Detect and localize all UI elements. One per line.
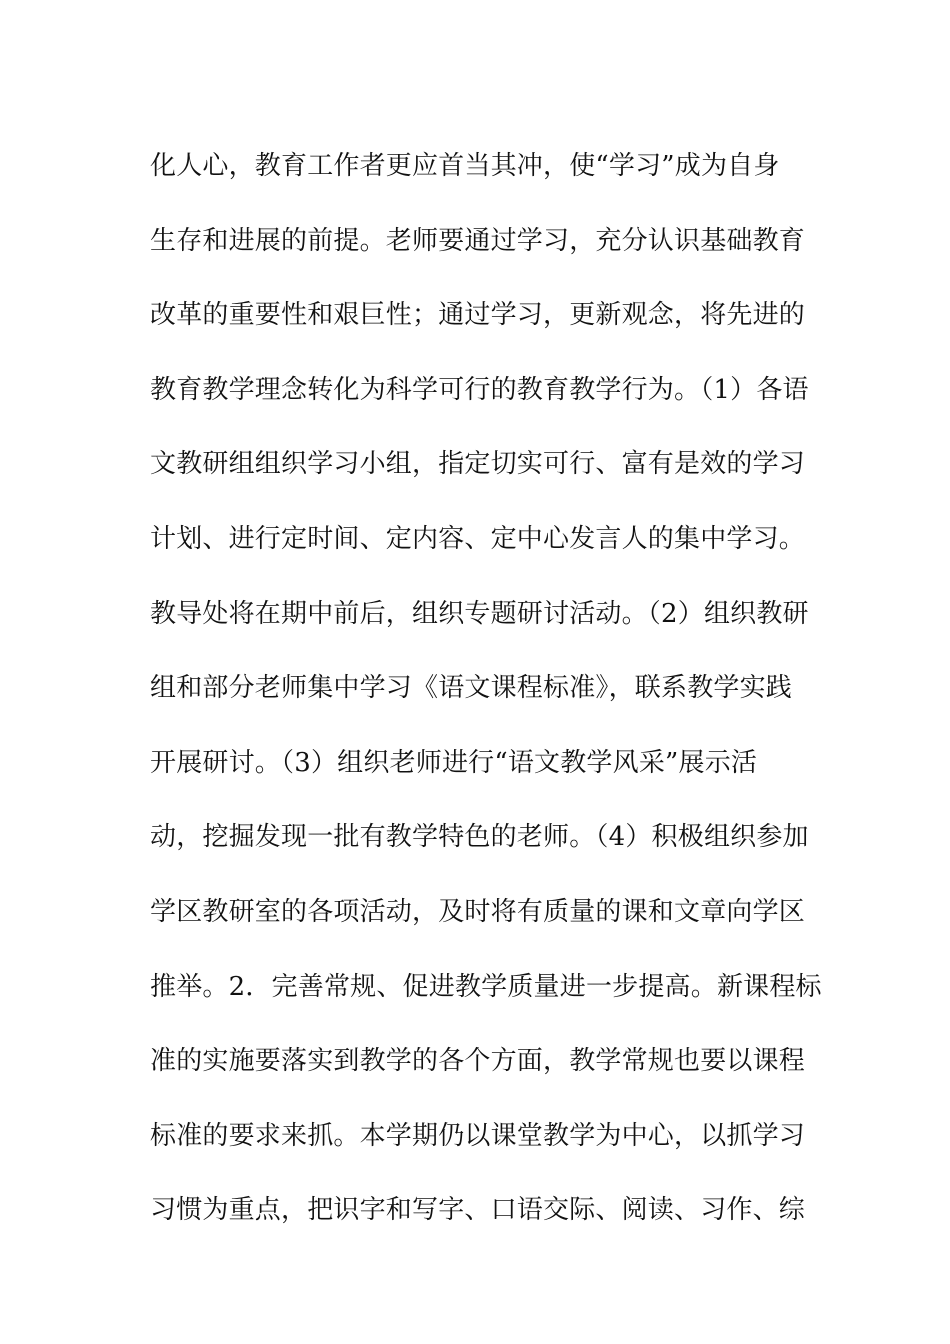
text-line: 动，挖掘发现一批有教学特色的老师。（4）积极组织参加 (150, 822, 809, 853)
text-line: 文教研组组织学习小组，指定切实可行、富有是效的学习 (150, 449, 806, 480)
text-line: 习惯为重点，把识字和写字、口语交际、阅读、习作、综 (150, 1195, 806, 1226)
text-line: 准的实施要落实到教学的各个方面，教学常规也要以课程 (150, 1046, 806, 1077)
text-line: 教育教学理念转化为科学可行的教育教学行为。（1）各语 (150, 374, 809, 405)
text-line: 生存和进展的前提。老师要通过学习，充分认识基础教育 (150, 225, 806, 256)
text-line: 化人心，教育工作者更应首当其冲，使“学习”成为自身 (150, 151, 780, 181)
text-line: 学区教研室的各项活动，及时将有质量的课和文章向学区 (150, 896, 806, 927)
text-line: 组和部分老师集中学习《语文课程标准》，联系教学实践 (150, 673, 793, 704)
body-text (150, 129, 822, 1248)
text-line: 推举。2．完善常规、促进教学质量进一步提高。新课程标 (150, 971, 822, 1002)
text-line: 标准的要求来抓。本学期仍以课堂教学为中心，以抓学习 (150, 1120, 806, 1151)
text-line: 教导处将在期中前后，组织专题研讨活动。（2）组织教研 (150, 598, 809, 629)
text-line: 计划、进行定时间、定内容、定中心发言人的集中学习。 (150, 523, 806, 554)
text-line: 开展研讨。（3）组织老师进行“语文教学风采”展示活 (150, 747, 758, 778)
text-line: 改革的重要性和艰巨性；通过学习，更新观念，将先进的 (150, 300, 806, 331)
